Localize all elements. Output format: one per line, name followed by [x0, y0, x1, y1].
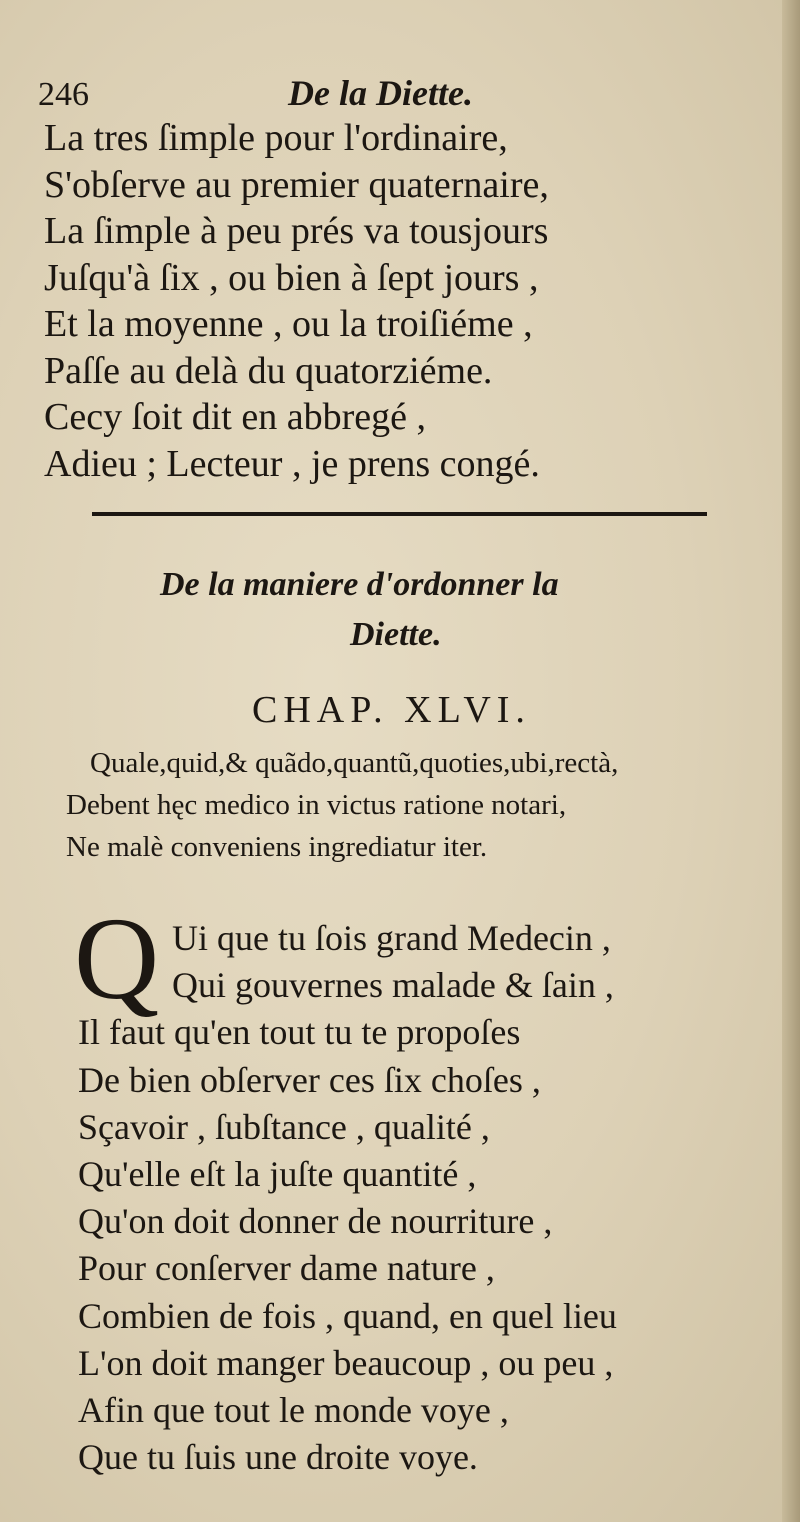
chapter-number: CHAP. XLVI. [252, 689, 531, 731]
verse-top [44, 115, 549, 487]
verse-line: Cecy ſoit dit en abbregé , [44, 396, 426, 438]
verse-line: La tres ſimple pour l'ordinaire, [44, 117, 508, 159]
epigraph-line: Ne malè conveniens ingrediatur iter. [66, 831, 488, 863]
chapter-title-line: Diette. [350, 616, 442, 653]
verse-line: L'on doit manger beaucoup , ou peu , [78, 1342, 614, 1383]
verse-line: Juſqu'à ſix , ou bien à ſept jours , [44, 256, 539, 299]
drop-cap: Q [74, 893, 160, 1024]
verse-line: Que tu ſuis une droite voye. [78, 1437, 478, 1478]
chapter-title-line: De la maniere d'ordonner la [160, 566, 559, 603]
epigraph-line: Quale,quid,& quãdo,quantũ,quoties,ubi,rectà, [90, 747, 619, 779]
verse-main [78, 915, 617, 1481]
page-number: 246 [38, 76, 89, 113]
verse-line: La ſimple à peu prés va tousjours [44, 210, 549, 252]
verse-line: Il faut qu'en tout tu te propoſes [78, 1012, 521, 1053]
page-gutter-edge [782, 0, 800, 1522]
latin-epigraph [66, 742, 618, 868]
epigraph-line: Debent hęc medico in victus ratione notari, [66, 789, 567, 821]
verse-line: Qu'elle eſt la juſte quantité , [78, 1154, 477, 1195]
chapter-title [160, 560, 680, 660]
verse-line: Adieu ; Lecteur , je prens congé. [44, 442, 540, 485]
verse-line: Combien de fois , quand, en quel lieu [78, 1295, 617, 1336]
verse-line: Sçavoir , ſubſtance , qualité , [78, 1106, 490, 1147]
verse-line: Afin que tout le monde voye , [78, 1390, 509, 1431]
verse-line: Qui gouvernes malade & ſain , [172, 965, 614, 1006]
verse-line: Ui que tu ſois grand Medecin , [172, 918, 611, 958]
verse-line: S'obſerve au premier quaternaire, [44, 163, 549, 206]
running-title: De la Diette. [288, 73, 473, 113]
verse-line: Et la moyenne , ou la troiſiéme , [44, 303, 533, 345]
verse-line: De bien obſerver ces ſix choſes , [78, 1059, 541, 1100]
verse-line: Qu'on doit donner de nourriture , [78, 1201, 553, 1242]
verse-line: Paſſe au delà du quatorziéme. [44, 349, 493, 392]
verse-line: Pour conſerver dame nature , [78, 1248, 495, 1289]
section-rule [92, 512, 707, 516]
